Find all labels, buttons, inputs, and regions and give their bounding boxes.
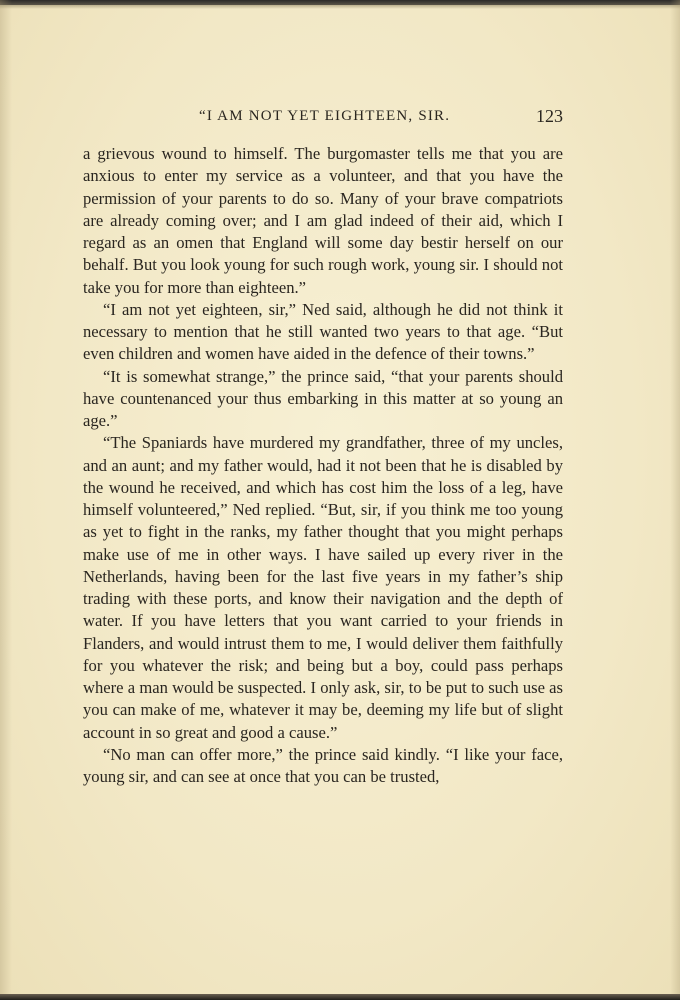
paragraph: “The Spaniards have murdered my grandfather, three of my uncles, and an aunt; and my father would, had it not been that he is disabled by the wound he received, and which has cost him the loss of a leg, have himself volunteered,” Ned replied. “But, sir, if you think me too young as yet to fight in the ranks, my father thought that you might perhaps make use of me in other ways. I have sailed up every river in the Netherlands, having been for the last five years in my father’s ship trading with these ports, and know their navigation and the depth of water. If you have letters that you want carried to your friends in Flanders, and would intrust them to me, I would deliver them faithfully for you whatever the risk; and being but a boy, could pass perhaps where a man would be suspected. I only ask, sir, to be put to such use as you can make of me, whatever it may be, deeming my life but of slight account in so great and good a cause.” (83, 433, 563, 742)
top-edge-shadow (0, 5, 680, 9)
right-edge-shadow (670, 0, 680, 1000)
body-text (83, 143, 563, 788)
paragraph: “No man can offer more,” the prince said kindly. “I like your face, young sir, and can see at once that you can be trusted, (83, 744, 563, 786)
page-number: 123 (536, 106, 563, 126)
left-edge-shadow (0, 0, 12, 1000)
paragraph: “It is somewhat strange,” the prince said, “that your parents should have countenanced your thus embarking in this matter at so young an age.” (83, 366, 563, 430)
running-head (83, 108, 563, 130)
paragraph: “I am not yet eighteen, sir,” Ned said, although he did not think it necessary to mention that he still wanted two years to that age. “But even children and women have aided in the defence of their towns.” (83, 299, 563, 364)
bottom-border (0, 994, 680, 1000)
paragraph-continuation: a grievous wound to himself. The burgomaster tells me that you are anxious to enter my service as a volunteer, and that you have the permission of your parents to do so. Many of your brave compatriots are already coming over; and I am glad indeed of their aid, which I regard as an omen that England will some day bestir herself on our behalf. But you look young for such rough work, young sir. I should not take you for more than eighteen.” (83, 144, 563, 297)
running-title: “I AM NOT YET EIGHTEEN, SIR. (199, 108, 451, 124)
